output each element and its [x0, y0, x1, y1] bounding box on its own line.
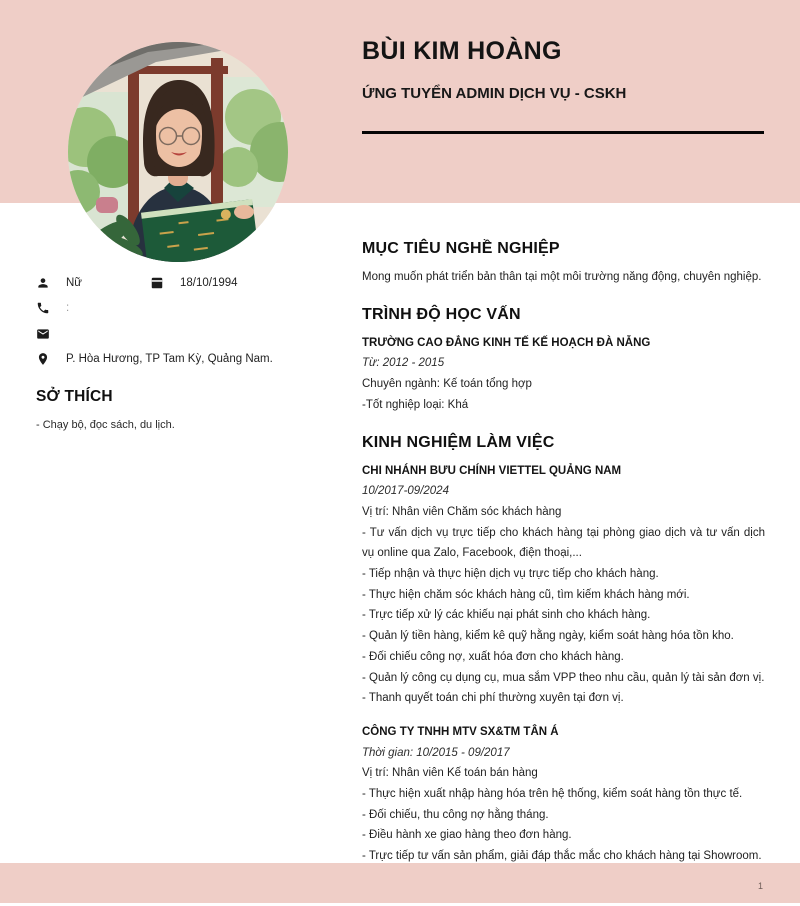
job-bullet: - Đối chiếu, thu công nợ hằng tháng.	[362, 808, 549, 821]
hobbies-section	[36, 388, 336, 431]
contact-list	[36, 270, 346, 372]
job-bullet: - Tiếp nhận và thực hiện dịch vụ trực tiếp cho khách hàng.	[362, 568, 659, 581]
education-section	[362, 306, 765, 416]
job-bullets	[362, 784, 765, 867]
page-number: 1	[757, 881, 763, 891]
job-bullet: - Trực tiếp xử lý các khiếu nại phát sinh cho khách hàng.	[362, 609, 651, 622]
person-icon	[36, 276, 50, 290]
email-icon	[36, 327, 50, 341]
job-bullet: - Thực hiện chăm sóc khách hàng cũ, tìm kiếm khách hàng mới.	[362, 588, 690, 601]
candidate-name: BÙI KIM HOÀNG	[362, 37, 562, 65]
job-bullet: - Trực tiếp tư vấn sản phẩm, giải đáp thắc mắc cho khách hàng tại Showroom.	[362, 850, 762, 863]
address-value: P. Hòa Hương, TP Tam Kỳ, Quảng Nam.	[66, 353, 273, 366]
location-icon	[36, 352, 50, 366]
experience-section	[362, 434, 765, 867]
job-bullet: - Quản lý công cụ dụng cụ, mua sắm VPP theo nhu cầu, quản lý tài sản đơn vị.	[362, 671, 765, 684]
footer-band	[0, 863, 800, 903]
education-heading: TRÌNH ĐỘ HỌC VẤN	[362, 305, 521, 323]
phone-icon	[36, 301, 50, 315]
contact-row-email	[36, 321, 346, 347]
job-bullet: - Điều hành xe giao hàng theo đơn hàng.	[362, 829, 572, 842]
objective-heading: MỤC TIÊU NGHỀ NGHIỆP	[362, 240, 560, 257]
gender-value: Nữ	[66, 276, 83, 289]
job-bullets	[362, 523, 765, 709]
job-company: CHI NHÁNH BƯU CHÍNH VIETTEL QUẢNG NAM	[362, 464, 622, 477]
education-period: Từ: 2012 - 2015	[362, 357, 445, 370]
header-block	[362, 36, 764, 134]
objective-text: Mong muốn phát triển bản thân tại một môi trường năng động, chuyên nghiệp.	[362, 271, 762, 283]
contact-row-phone	[36, 296, 346, 322]
job-period: 10/2017-09/2024	[362, 485, 449, 498]
job-position: Vị trí: Nhân viên Kế toán bán hàng	[362, 767, 538, 780]
objective-section	[362, 240, 765, 288]
job-entry	[362, 461, 765, 709]
profile-photo	[68, 42, 288, 262]
contact-row-gender-birthdate	[36, 270, 346, 296]
education-grade: -Tốt nghiệp loại: Khá	[362, 398, 469, 411]
education-school: TRƯỜNG CAO ĐẲNG KINH TẾ KẾ HOẠCH ĐÀ NẴNG	[362, 336, 651, 349]
job-company: CÔNG TY TNHH MTV SX&TM TÂN Á	[362, 725, 559, 738]
job-list	[362, 461, 765, 867]
education-major: Chuyên ngành: Kế toán tổng hợp	[362, 378, 532, 391]
main-column	[362, 240, 765, 867]
job-period: Thời gian: 10/2015 - 09/2017	[362, 746, 510, 759]
phone-value: :	[66, 302, 70, 315]
contact-row-address	[36, 347, 346, 373]
hobbies-heading: SỞ THÍCH	[36, 388, 113, 405]
header-divider	[362, 131, 764, 134]
birthdate-value: 18/10/1994	[180, 276, 238, 289]
job-position: Vị trí: Nhân viên Chăm sóc khách hàng	[362, 505, 562, 518]
job-bullet: - Quản lý tiền hàng, kiểm kê quỹ hằng ngày, kiểm soát hàng hóa tồn kho.	[362, 630, 734, 643]
job-bullet: - Đối chiếu công nợ, xuất hóa đơn cho khách hàng.	[362, 650, 624, 663]
hobbies-text: - Chạy bộ, đọc sách, du lịch.	[36, 419, 175, 431]
experience-heading: KINH NGHIỆM LÀM VIỆC	[362, 433, 555, 451]
profile-photo-illustration	[68, 42, 288, 262]
calendar-icon	[150, 276, 164, 290]
job-bullet: - Thực hiện xuất nhập hàng hóa trên hệ thống, kiểm soát hàng tồn thực tế.	[362, 788, 743, 801]
applied-position-title: ỨNG TUYỂN ADMIN DỊCH VỤ - CSKH	[362, 85, 627, 102]
job-bullet: - Thanh quyết toán chi phí thường xuyên tại đơn vị.	[362, 692, 624, 705]
job-bullet: - Tư vấn dịch vụ trực tiếp cho khách hàng tại phòng giao dịch và tư vấn dịch vụ online qua Zalo, Facebook, điện thoại,...	[362, 526, 765, 560]
job-entry	[362, 722, 765, 867]
